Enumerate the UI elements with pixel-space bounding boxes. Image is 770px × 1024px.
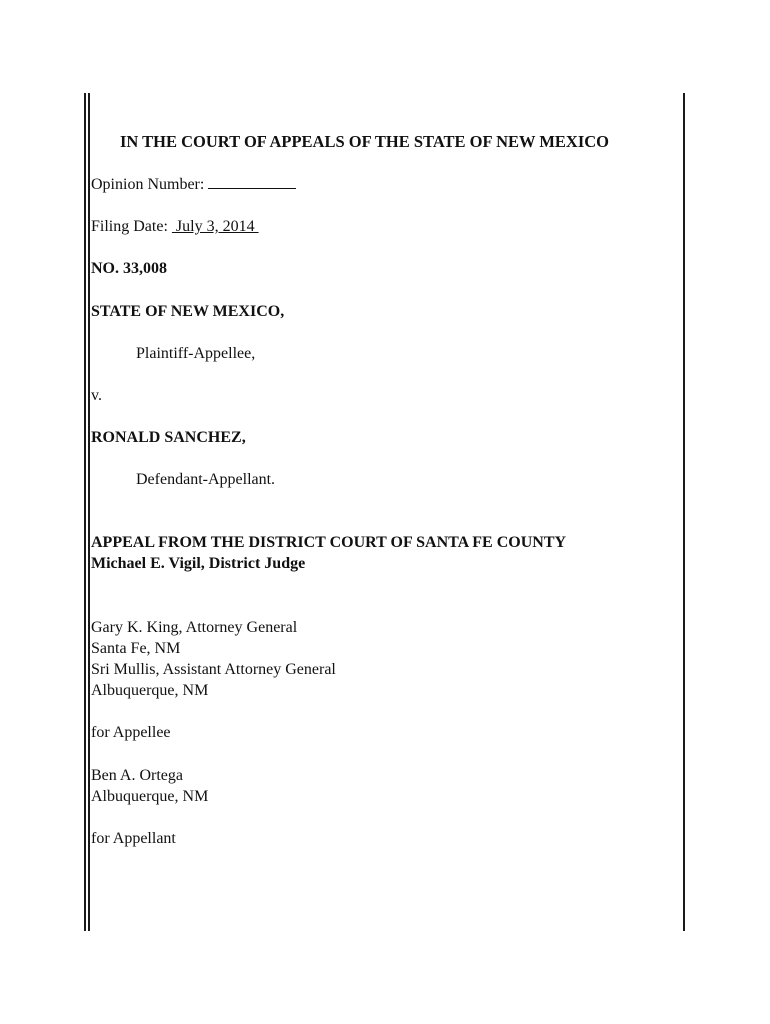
left-margin-rule-outer [84, 93, 86, 931]
appellant-counsel-line: Albuquerque, NM [91, 788, 209, 805]
district-judge: Michael E. Vigil, District Judge [91, 555, 306, 572]
left-margin-rule-inner [88, 93, 90, 931]
defendant-name: RONALD SANCHEZ, [91, 429, 246, 446]
opinion-number-blank [208, 174, 296, 189]
filing-date-label: Filing Date: [91, 218, 168, 235]
appellee-counsel-line: Albuquerque, NM [91, 682, 209, 699]
court-title: IN THE COURT OF APPEALS OF THE STATE OF NEW MEXICO [120, 132, 610, 151]
opinion-number-line [91, 174, 296, 195]
for-appellant: for Appellant [91, 830, 176, 847]
plaintiff-name: STATE OF NEW MEXICO, [91, 303, 285, 320]
appellee-counsel-line: Santa Fe, NM [91, 640, 181, 657]
right-margin-rule [683, 93, 685, 931]
filing-date-value: July 3, 2014 [171, 218, 259, 235]
appeal-from: APPEAL FROM THE DISTRICT COURT OF SANTA FE COUNTY [91, 534, 567, 551]
appellant-counsel-line: Ben A. Ortega [91, 767, 183, 784]
versus: v. [91, 387, 102, 404]
defendant-role: Defendant-Appellant. [136, 471, 276, 488]
case-number: NO. 33,008 [91, 260, 167, 277]
opinion-number-label: Opinion Number: [91, 176, 205, 193]
for-appellee: for Appellee [91, 724, 171, 741]
appellee-counsel-line: Sri Mullis, Assistant Attorney General [91, 661, 336, 678]
appellee-counsel-line: Gary K. King, Attorney General [91, 619, 298, 636]
plaintiff-role: Plaintiff-Appellee, [136, 345, 256, 362]
filing-date-line [91, 216, 259, 237]
